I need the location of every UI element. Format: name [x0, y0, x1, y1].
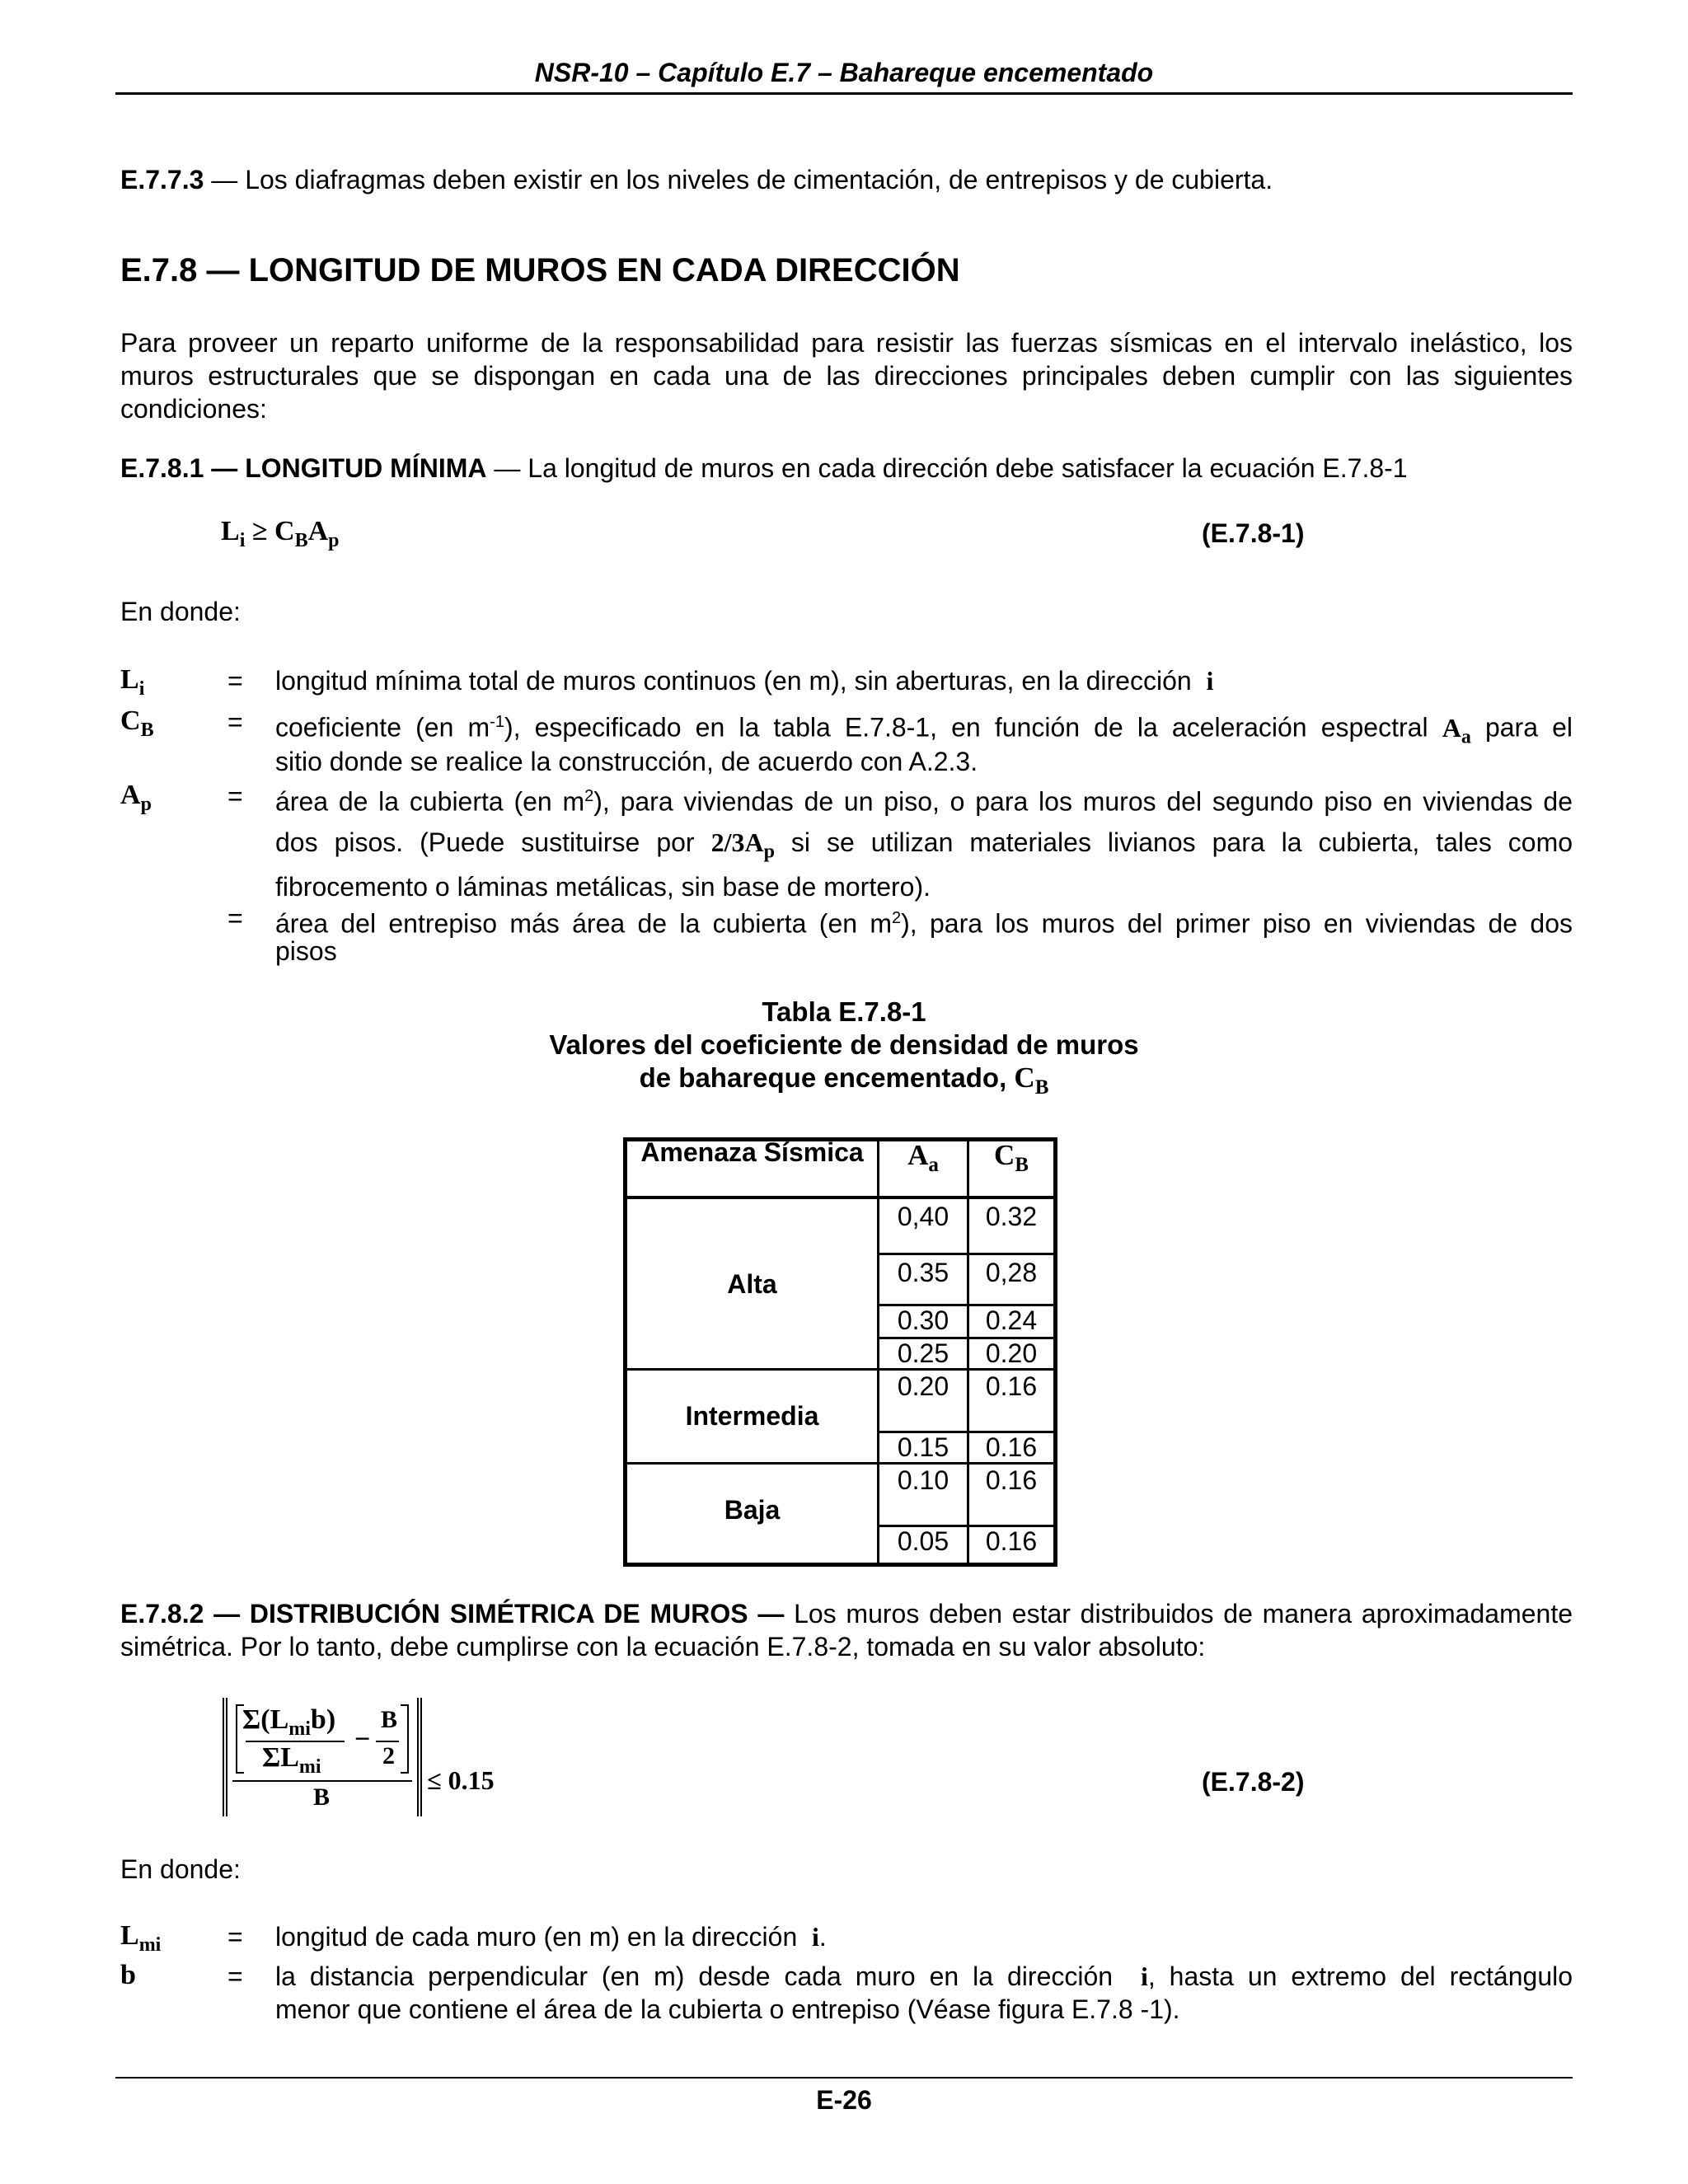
eq-symbol: C — [274, 516, 295, 546]
def-text: ), para viviendas de un piso, o para los muros del segundo piso en viviendas de — [593, 786, 1573, 817]
def-text: ), especificado en la tabla E.7.8-1, en función de la aceleración espectral — [504, 712, 1428, 743]
table-cell-cb: 0.16 — [985, 1526, 1038, 1556]
symbol-Lmi — [120, 1920, 161, 1957]
eq-symbol: Σ — [262, 1742, 281, 1773]
equals-sign: = — [227, 707, 243, 737]
table-cell-cb: 0,28 — [985, 1258, 1038, 1287]
eq-operator: ≥ — [245, 516, 275, 546]
table-cell-aa: 0,40 — [897, 1202, 950, 1231]
table-cell-aa: 0.35 — [897, 1258, 950, 1287]
table-group-baja: Baja — [724, 1495, 781, 1525]
def-sup: 2 — [584, 787, 594, 805]
eq-B-over: B — [381, 1706, 398, 1733]
def-text: para el — [1484, 712, 1573, 743]
table-cell-aa: 0.25 — [897, 1338, 950, 1368]
abs-bar-right — [417, 1698, 422, 1816]
table-header-Aa — [879, 1139, 967, 1177]
def-sub: a — [1461, 726, 1471, 748]
table-header-amenaza: Amenaza Sísmica — [640, 1137, 864, 1167]
equals-sign: = — [227, 666, 243, 696]
def-text: , hasta un extremo del rectángulo — [1147, 1961, 1573, 1991]
table-cell-aa: 0.10 — [897, 1465, 950, 1495]
eq-symbol: b — [310, 1704, 326, 1735]
page-number: E-26 — [816, 2085, 872, 2115]
eq-subscript: B — [294, 529, 308, 551]
sym-base: C — [1014, 1062, 1035, 1094]
section-heading-e78: E.7.8 — LONGITUD DE MUROS EN CADA DIRECCIÓN — [120, 252, 960, 288]
eq-subscript: mi — [288, 1718, 311, 1740]
def-text: . — [818, 1922, 827, 1952]
definition-Li — [275, 664, 1573, 697]
eq-B-denominator: B — [313, 1783, 331, 1811]
equals-sign: = — [227, 903, 243, 933]
sym-base: A — [120, 780, 141, 810]
table-divider — [625, 1196, 1056, 1199]
table-cell-aa: 0.30 — [897, 1305, 950, 1335]
section-e782 — [120, 1597, 1573, 1663]
equation-number: (E.7.8-2) — [1202, 1767, 1305, 1797]
def-text: área de la cubierta (en m — [275, 786, 585, 817]
table-caption-line3 — [0, 1062, 1688, 1104]
def-var: A — [744, 827, 764, 857]
eq-symbol: Σ — [242, 1704, 261, 1735]
where-label: En donde: — [120, 1854, 241, 1884]
equation-e781 — [221, 516, 340, 552]
definition-Ap-line2 — [275, 826, 1573, 868]
eq-symbol: L — [280, 1742, 299, 1773]
table-cell-aa: 0.20 — [897, 1371, 950, 1401]
eq-symbol: A — [307, 516, 329, 546]
def-text: si se utilizan materiales livianos para la cubierta, tales como — [790, 827, 1573, 857]
section-text: Los muros deben estar distribuidos de manera aproximadamente simétrica. Por lo tanto, debe cumplirse con la ecuación E.7.8-2, tomada en su valor absoluto: — [120, 1599, 1573, 1661]
table-group-intermedia: Intermedia — [685, 1401, 819, 1431]
section-text: — Los diafragmas deben existir en los niveles de cimentación, de entrepisos y de cubierta. — [204, 165, 1273, 194]
table-cell-aa: 0.05 — [897, 1526, 950, 1556]
intro-paragraph: Para proveer un reparto uniforme de la responsabilidad para resistir las fuerzas sísmicas en el intervalo inelástico, los muros estructurales que se dispongan en cada una de las direcciones principales deben cumplir con las siguientes condiciones: — [120, 328, 1573, 424]
definition-b-line2: menor que contiene el área de la cubierta o entrepiso (Véase figura E.7.8 -1). — [275, 1994, 1180, 2024]
equation-number: (E.7.8-1) — [1202, 518, 1305, 548]
sym-base: L — [120, 1920, 139, 1951]
eq-numerator-sum: $\Sigma(L_{mi}b)$ — [242, 1704, 336, 1740]
symbol-Ap — [120, 780, 152, 816]
eq-inequality: ≤ 0.15 — [427, 1765, 495, 1795]
fraction-line-main — [232, 1780, 412, 1782]
table-group-alta: Alta — [727, 1269, 777, 1299]
table-cell-cb: 0.16 — [985, 1371, 1038, 1401]
footer-rule — [115, 2077, 1573, 2079]
equals-sign: = — [227, 781, 243, 811]
def-text: longitud mínima total de muros continuos (en m), sin aberturas, en la dirección — [275, 666, 1192, 696]
sym-base: A — [907, 1139, 929, 1171]
definition-Lmi — [275, 1920, 1573, 1953]
eq-subscript: mi — [298, 1755, 321, 1778]
table-cell-cb: 0.16 — [985, 1432, 1038, 1462]
def-text: dos pisos. (Puede sustituirse por — [275, 827, 695, 857]
def-frac: 2/3 — [710, 827, 745, 857]
def-text: longitud de cada muro (en m) en la dirección — [275, 1922, 798, 1952]
definition-CB-line2: sitio donde se realice la construcción, de acuerdo con A.2.3. — [275, 747, 978, 776]
eq-subscript: p — [328, 529, 340, 551]
section-label: E.7.8.2 — DISTRIBUCIÓN SIMÉTRICA DE MUROS — — [120, 1599, 785, 1629]
eq-denominator-sum — [262, 1742, 321, 1779]
equals-sign: = — [227, 1922, 243, 1952]
eq-minus: − — [354, 1724, 371, 1755]
def-var: i — [1206, 666, 1214, 696]
table-caption-title: Tabla E.7.8-1 — [762, 996, 926, 1027]
table-cell-cb: 0.20 — [985, 1338, 1038, 1368]
bracket-right — [401, 1704, 409, 1774]
section-e781 — [120, 452, 1573, 485]
def-sup: -1 — [490, 713, 504, 731]
sym-base: C — [120, 705, 141, 736]
abs-bar-left — [223, 1698, 227, 1816]
def-text: la distancia perpendicular (en m) desde cada muro en la dirección — [275, 1961, 1114, 1991]
table-cell-cb: 0.24 — [985, 1305, 1038, 1335]
table-header-CB — [969, 1139, 1053, 1177]
sym-sub: p — [140, 793, 152, 815]
section-label: E.7.8.1 — LONGITUD MÍNIMA — [120, 453, 487, 483]
definition-Ap-line3: fibrocemento o láminas metálicas, sin base de mortero). — [275, 872, 931, 902]
sym-base: L — [120, 664, 139, 695]
sym-sub: i — [138, 677, 145, 700]
def-var: i — [1140, 1961, 1148, 1991]
def-var: i — [812, 1922, 819, 1952]
sym-sub: mi — [138, 1933, 162, 1956]
eq-two: 2 — [382, 1742, 395, 1769]
definition-b-line1 — [275, 1960, 1573, 1993]
sym-sub: B — [1034, 1076, 1049, 1099]
symbol-b: b — [120, 1960, 136, 1990]
def-text: área del entrepiso más área de la cubierta (en m — [275, 908, 893, 939]
table-divider — [877, 1253, 1056, 1255]
where-label: En donde: — [120, 597, 241, 626]
sym-sub: B — [1015, 1154, 1029, 1176]
table-cell-cb: 0.32 — [985, 1202, 1038, 1231]
eq-symbol: L — [221, 516, 240, 546]
sym-base: C — [994, 1139, 1015, 1171]
header-rule — [115, 92, 1573, 95]
equals-sign: = — [227, 1961, 243, 1991]
def-text: ), para los muros del primer piso en viviendas de dos — [901, 908, 1573, 939]
eq-subscript: i — [239, 529, 246, 551]
eq-symbol: L — [270, 1704, 289, 1735]
definition-Ap-line1 — [275, 780, 1573, 818]
caption-text: de bahareque encementado, — [639, 1062, 1007, 1093]
section-number: E.7.7.3 — [120, 165, 204, 194]
running-header: NSR-10 – Capítulo E.7 – Bahareque encementado — [534, 58, 1154, 87]
definition-Ap-alt-line2: pisos — [275, 936, 337, 966]
def-sup: 2 — [892, 909, 902, 927]
section-e773 — [120, 163, 1573, 196]
symbol-Li — [120, 664, 144, 701]
caption-symbol — [1014, 1062, 1049, 1099]
symbol-CB — [120, 705, 154, 742]
def-sub: p — [763, 841, 775, 863]
def-var: A — [1442, 712, 1461, 743]
table-cell-aa: 0.15 — [897, 1432, 950, 1462]
sym-sub: a — [928, 1154, 939, 1176]
table-caption-line2: Valores del coeficiente de densidad de muros — [549, 1029, 1139, 1060]
section-text: — La longitud de muros en cada dirección debe satisfacer la ecuación E.7.8-1 — [486, 453, 1408, 483]
sym-sub: B — [140, 719, 154, 741]
table-cell-cb: 0.16 — [985, 1465, 1038, 1495]
def-text: coeficiente (en m — [275, 712, 490, 743]
